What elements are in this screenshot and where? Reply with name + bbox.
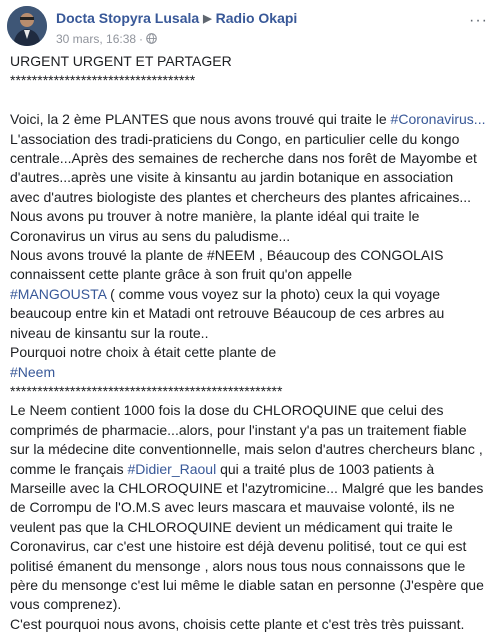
text-segment: **************************************************	[10, 382, 283, 399]
globe-icon	[146, 33, 157, 44]
post-text-line	[10, 91, 494, 110]
text-segment: de Corrompu de l'O.M.S avec leurs mascara et mauvaise volonté, ils ne	[10, 499, 455, 516]
text-segment: centrale...Après des semaines de recherche dans nos forêt de Mayombe et	[10, 150, 477, 167]
profile-photo-icon	[7, 6, 47, 46]
destination-page[interactable]: Radio Okapi	[215, 10, 298, 26]
text-segment: niveau de kinsantu sur la route..	[10, 324, 209, 341]
text-segment: beaucoup entre kin et Matadi ont retrouve Béaucoup de ces arbres au	[10, 305, 445, 322]
text-segment: vous comprenez).	[10, 596, 122, 613]
post-text-line	[10, 363, 494, 382]
text-segment: Nous avons pu trouver à notre manière, la plante idéal qui traite le	[10, 208, 420, 225]
post-text-line	[10, 382, 494, 401]
post-timestamp[interactable]: 30 mars, 16:38	[56, 32, 137, 46]
post-text-line	[10, 304, 494, 323]
text-segment: Coronavirus, car c'est une histoire est déjà devenu politisé, tout ce qui est	[10, 538, 467, 555]
text-segment: Voici, la 2 ème PLANTES que nous avons trouvé qui traite le	[10, 111, 391, 128]
post-text-line	[10, 149, 494, 168]
post-text-line	[10, 188, 494, 207]
text-segment: Marseille avec la CHLOROQUINE et l'azytromicine... Malgré que les bandes	[10, 479, 484, 496]
text-segment: veulent pas que la CHLOROQUINE devient un médicament qui traite le	[10, 518, 453, 535]
text-segment: URGENT URGENT ET PARTAGER	[10, 53, 232, 69]
post-text-line	[10, 401, 494, 420]
post-header	[7, 6, 502, 46]
post-text-line	[10, 343, 494, 362]
post-options-button[interactable]: ···	[469, 12, 488, 29]
text-segment: sur la médecine dite conventionnelle, mais selon d'autres chercheurs blanc ,	[10, 441, 483, 458]
text-segment: Pourquoi notre choix à était cette plante de	[10, 344, 277, 361]
text-segment: Nous avons trouvé la plante de #NEEM , Béaucoup des CONGOLAIS	[10, 247, 444, 264]
text-segment: comme le français	[10, 460, 128, 477]
hashtag-link[interactable]: #Neem	[10, 363, 56, 380]
author-name[interactable]: Docta Stopyra Lusala	[56, 10, 200, 26]
post-text-line	[10, 479, 494, 498]
text-segment: Le Neem contient 1000 fois la dose du CHLOROQUINE que celui des	[10, 402, 444, 419]
post-text-line	[10, 576, 494, 595]
post-text-line	[10, 615, 494, 634]
text-segment: avec d'autres biologiste des plantes et chercheurs des plantes africaines...	[10, 188, 472, 205]
post-text-line	[10, 518, 494, 537]
text-segment: Coronavirus un virus au sens du paludisme...	[10, 227, 291, 244]
post-text-line	[10, 227, 494, 246]
text-segment: **********************************	[10, 72, 196, 89]
post-text-line	[10, 168, 494, 187]
hashtag-link[interactable]: #Didier_Raoul	[127, 460, 217, 477]
post-text-line	[10, 265, 494, 284]
post-text-line	[10, 52, 494, 71]
post-text-line	[10, 557, 494, 576]
text-segment: L'association des tradi-praticiens du Congo, en particulier celle du kongo	[10, 130, 460, 147]
text-segment: politisé émanent du mensonge , alors nous tous nous connaissons que le	[10, 557, 466, 574]
text-segment: d'autres...après une visite à kinsantu au jardin botanique en association	[10, 169, 454, 186]
post-text-line	[10, 440, 494, 459]
avatar[interactable]	[7, 6, 47, 46]
post-text-line	[10, 110, 494, 129]
post-text-line	[10, 130, 494, 149]
post-author-line	[56, 10, 297, 26]
post-text-line	[10, 498, 494, 517]
text-segment: père du mensonge c'est lui même le diable satan en personne (J'espère que	[10, 576, 484, 593]
post-text-line	[10, 71, 494, 90]
meta-separator: ·	[139, 32, 144, 46]
post-text-line	[10, 595, 494, 614]
text-segment: ( comme vous voyez sur la photo) ceux la qui voyage	[106, 285, 441, 302]
post-text-line	[10, 324, 494, 343]
text-segment: comprimés de pharmacie...alors, pour l'instant y'a pas un traitement fiable	[10, 421, 467, 438]
post-text-line	[10, 285, 494, 304]
text-segment: connaissent cette plante grâce à son fruit qu'on appelle	[10, 266, 353, 283]
post-text-line	[10, 246, 494, 265]
post-text-line	[10, 421, 494, 440]
text-segment: qui a traité plus de 1003 patients à	[216, 460, 435, 477]
post-text-line	[10, 207, 494, 226]
hashtag-link[interactable]: #MANGOUSTA	[10, 285, 107, 302]
post-text-line	[10, 460, 494, 479]
text-segment: C'est pourquoi nous avons, choisis cette plante et c'est très très puissant.	[10, 615, 465, 632]
share-arrow-icon: ▶	[203, 13, 212, 25]
post-text-line	[10, 537, 494, 556]
post-meta	[56, 32, 157, 46]
hashtag-link[interactable]: #Coronavirus...	[390, 111, 486, 128]
post-text	[10, 52, 494, 634]
